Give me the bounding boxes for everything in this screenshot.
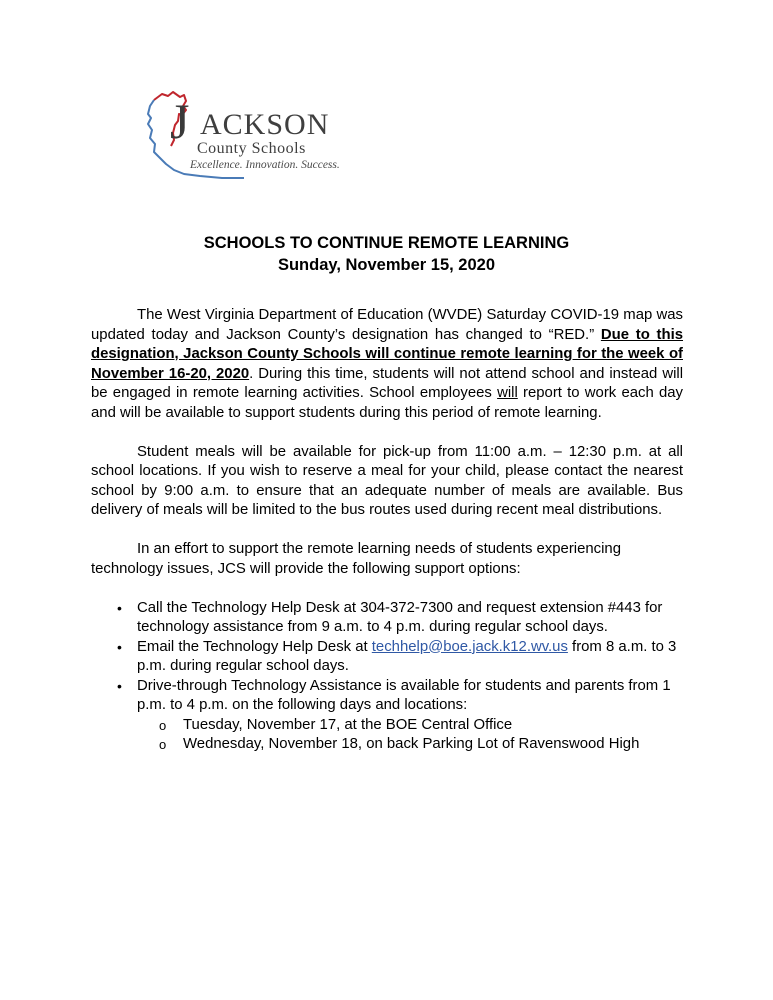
sub-list-item-text: Wednesday, November 18, on back Parking Lot of Ravenswood High: [183, 736, 640, 752]
document-body: [91, 306, 683, 755]
drive-through-locations-list: [137, 716, 683, 755]
sub-list-item: [137, 735, 683, 755]
list-item: [91, 638, 683, 677]
list-item-text: Email the Technology Help Desk at: [137, 638, 372, 655]
jackson-county-schools-logo: [140, 88, 350, 183]
list-item: [91, 599, 683, 638]
sub-list-item: [137, 716, 683, 736]
support-options-list: [91, 599, 683, 755]
list-item: [91, 677, 683, 755]
page-title: SCHOOLS TO CONTINUE REMOTE LEARNING: [203, 234, 570, 252]
bullet-icon: •: [117, 599, 122, 616]
logo-tagline: Excellence. Innovation. Success.: [190, 159, 340, 171]
announcement-text-c: report to work each day and will be available to support students during this period of remote learning.: [91, 385, 683, 421]
circle-bullet-icon: o: [159, 717, 167, 733]
announcement-emphasis: Due to this designation, Jackson County Schools will continue remote learning for the week of November 16-20, 2020: [91, 326, 684, 382]
paragraph-announcement: [91, 306, 683, 423]
bullet-icon: •: [117, 638, 122, 655]
paragraph-tech-support: In an effort to support the remote learning needs of students experiencing technology issues, JCS will provide the following support options:: [91, 541, 621, 577]
logo-wordmark: ACKSON: [200, 108, 330, 141]
sub-list-item-text: Tuesday, November 17, at the BOE Central Office: [183, 716, 513, 733]
title-block: [0, 232, 773, 276]
announcement-text-a: The West Virginia Department of Education (WVDE) Saturday COVID-19 map was updated today and Jackson County’s designation has changed to “RED.”: [91, 307, 683, 343]
list-item-text: from 8 a.m. to 3 p.m. during regular school days.: [137, 638, 677, 674]
bullet-icon: •: [117, 677, 122, 694]
paragraph-meals: Student meals will be available for pick-up from 11:00 a.m. – 12:30 p.m. at all school locations. If you wish to reserve a meal for your child, please contact the nearest school by 9:00 a.m. to ensure that an adequate number of meals are available. Bus delivery of meals will be limited to the bus routes used during recent meal distributions.: [91, 443, 683, 518]
page-date: Sunday, November 15, 2020: [277, 256, 496, 274]
announcement-text-b: . During this time, students will not attend school and instead will be engaged in remote learning activities. School employees: [91, 365, 683, 401]
techhelp-email-link[interactable]: techhelp@boe.jack.k12.wv.us: [371, 638, 568, 655]
logo-letter-j: J: [170, 93, 190, 149]
logo-subtitle: County Schools: [197, 140, 306, 157]
announcement-underlined-word: will: [497, 385, 518, 401]
list-item-text: Call the Technology Help Desk at 304-372-7300 and request extension #443 for technology assistance from 9 a.m. to 4 p.m. during regular school days.: [137, 599, 663, 635]
circle-bullet-icon: o: [159, 737, 167, 752]
list-item-text: Drive-through Technology Assistance is available for students and parents from 1 p.m. to 4 p.m. on the following days and locations:: [137, 677, 671, 713]
